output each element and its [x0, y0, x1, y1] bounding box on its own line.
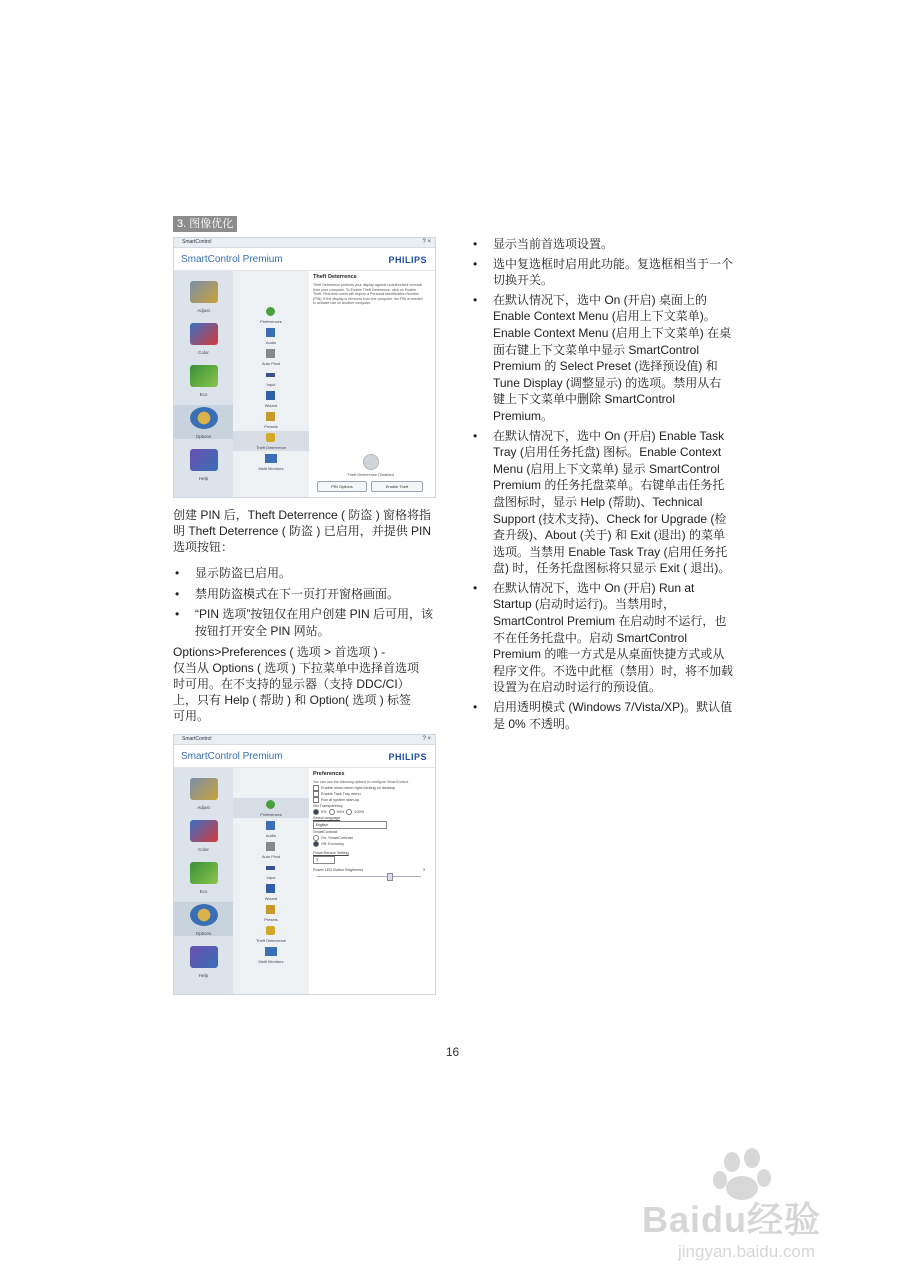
window-titlebar: [174, 735, 435, 745]
panel-description: You can use the following options to configure SmartControl.: [313, 780, 410, 784]
gear-icon: [190, 407, 218, 429]
subitem-auto-pivot[interactable]: Auto Pivot: [233, 347, 309, 367]
subitem-wizard[interactable]: Wizard: [233, 389, 309, 409]
smartcontrol-window-preferences: [173, 734, 436, 995]
pivot-icon: [266, 349, 275, 358]
checkbox-icon[interactable]: [313, 797, 319, 803]
eco-icon: [190, 365, 218, 387]
monitors-icon: [265, 947, 277, 956]
sidebar-item-eco[interactable]: Eco: [180, 363, 227, 397]
radio-icon[interactable]: [329, 809, 335, 815]
powersensor-label: PowerSensor Setting: [313, 850, 349, 855]
list-item: • 在默认情况下，选中 On (开启) 桌面上的 Enable Context Menu (启用上下文菜单)。Enable Context Menu (启用上下文菜单) 在桌面右键上下文菜单中显示 SmartControl Premium 的 Select Preset (选择预设值) 和 Tune Display (调整显示) 的选项。禁用从右键上下文菜单中删除 SmartControl Premium。: [471, 292, 733, 425]
preferences-text: 仅当从 Options ( 选项 ) 下拉菜单中选择首选项时可用。在不支持的显示器（支持 DDC/CI）上，只有 Help ( 帮助 ) 和 Option( 选项 ) 标签可用。: [173, 661, 420, 723]
sidebar-item-color[interactable]: Color: [180, 321, 227, 355]
help-icon: [190, 449, 218, 471]
subitem-input[interactable]: Input: [233, 861, 309, 881]
subitem-presets[interactable]: Presets: [233, 903, 309, 923]
sidebar: [174, 271, 233, 497]
led-brightness-slider[interactable]: [313, 873, 425, 879]
subitem-multi-monitors[interactable]: Multi Monitors: [233, 452, 309, 472]
radio-icon[interactable]: [313, 835, 319, 841]
sidebar-item-options[interactable]: Options: [174, 902, 233, 936]
list-item: • 选中复选框时启用此功能。复选框相当于一个切换开关。: [471, 256, 733, 289]
panel-title: Theft Deterrence: [313, 274, 357, 280]
sidebar-item-color[interactable]: Color: [180, 818, 227, 852]
list-item: • 启用透明模式 (Windows 7/Vista/XP)。默认值是 0% 不透明。: [471, 699, 733, 732]
lock-icon: [266, 926, 275, 935]
powersensor-select[interactable]: 3: [313, 856, 335, 864]
sidebar-item-adjust[interactable]: Adjust: [180, 776, 227, 810]
presets-icon: [266, 905, 275, 914]
presets-icon: [266, 412, 275, 421]
audio-icon: [266, 328, 275, 337]
list-item: • 禁用防盗模式在下一页打开窗格画面。: [173, 586, 435, 603]
transparency-label: Set Transparency: [313, 803, 343, 808]
help-icon: [190, 946, 218, 968]
pin-options-button[interactable]: PIN Options: [317, 481, 367, 492]
preferences-icon: [266, 307, 275, 316]
audio-icon: [266, 821, 275, 830]
content-panel: [313, 768, 433, 994]
subitem-input[interactable]: Input: [233, 368, 309, 388]
subitem-multi-monitors[interactable]: Multi Monitors: [233, 945, 309, 965]
subitem-theft-deterrence[interactable]: Theft Deterrence: [233, 924, 309, 944]
enable-theft-button[interactable]: Enable Theft: [371, 481, 423, 492]
wizard-icon: [266, 884, 275, 893]
smartcontrast-on[interactable]: On: SmartContrast: [313, 835, 433, 841]
sidebar-item-options[interactable]: Options: [174, 405, 233, 439]
smartcontrast-off[interactable]: Off: Economy: [313, 841, 433, 847]
radio-icon[interactable]: [346, 809, 352, 815]
led-brightness-label: Power LED Button Brightness: [313, 867, 364, 872]
sidebar: [174, 768, 233, 994]
app-name: SmartControl Premium: [181, 254, 283, 265]
list-item: • 在默认情况下，选中 On (开启) Enable Task Tray (启用任务托盘) 图标。Enable Context Menu (启用上下文菜单) 显示 SmartControl Premium 的任务托盘菜单。右键单击任务托盘图标时，显示 Help (帮助)、Technical Support (技术支持)、Check for Upgrade (检查升级)、About (关于) 和 Exit (退出) 的菜单选项。当禁用 Enable Task Tray (启用任务托盘) 时，任务托盘图标将只显示 Exit ( 退出)。: [471, 428, 733, 577]
window-title: SmartControl: [182, 736, 212, 742]
sidebar-item-help[interactable]: Help: [180, 447, 227, 481]
panel-description: Theft Deterrence protects your display against unauthorized removal from your computer. To Enable Theft Deterrence, click on Enable Theft. First-time users will require a Personal Identification Number (PIN). If the display is removed from the computer, the PIN is needed to activate use on another computer.: [313, 283, 423, 306]
submenu: [233, 768, 309, 994]
pivot-icon: [266, 842, 275, 851]
submenu: [233, 271, 309, 497]
wizard-icon: [266, 391, 275, 400]
slider-handle[interactable]: [387, 873, 393, 881]
app-header: [174, 248, 435, 271]
gear-icon: [190, 904, 218, 926]
philips-logo: PHILIPS: [388, 255, 427, 265]
list-item: • “PIN 选项”按钮仅在用户创建 PIN 后可用，该按钮打开安全 PIN 网站。: [173, 606, 435, 639]
subitem-preferences[interactable]: Preferences: [233, 305, 309, 325]
app-name: SmartControl Premium: [181, 751, 283, 762]
smartcontrol-window-theft: [173, 237, 436, 498]
adjust-icon: [190, 778, 218, 800]
sidebar-item-help[interactable]: Help: [180, 944, 227, 978]
watermark-url: jingyan.baidu.com: [678, 1242, 816, 1261]
subitem-wizard[interactable]: Wizard: [233, 882, 309, 902]
window-controls[interactable]: ? ×: [422, 736, 431, 742]
watermark-brand: Baidu经验: [642, 1199, 822, 1240]
left-bullet-list: [173, 565, 435, 639]
app-header: [174, 745, 435, 768]
preferences-heading: Options>Preferences ( 选项 > 首选项 ) -: [173, 645, 386, 659]
paragraph-preferences: [173, 644, 435, 724]
theft-status-text: Theft Deterrence Disabled: [347, 472, 394, 477]
monitors-icon: [265, 454, 277, 463]
input-icon: [266, 373, 275, 377]
page-number: 16: [445, 1045, 460, 1059]
transparency-options: 0% 50% 100%: [313, 809, 433, 815]
philips-logo: PHILIPS: [388, 752, 427, 762]
lock-status-icon: [363, 454, 379, 470]
subitem-auto-pivot[interactable]: Auto Pivot: [233, 840, 309, 860]
option-run-startup[interactable]: Run at system start-up: [313, 797, 433, 803]
subitem-audio[interactable]: Audio: [233, 819, 309, 839]
color-icon: [190, 323, 218, 345]
language-select[interactable]: English: [313, 821, 387, 829]
option-context-menu[interactable]: Enable menu when right-clicking on desktop: [313, 785, 433, 791]
adjust-icon: [190, 281, 218, 303]
radio-icon[interactable]: [313, 809, 319, 815]
subitem-presets[interactable]: Presets: [233, 410, 309, 430]
list-item: • 显示防盗已启用。: [173, 565, 435, 582]
list-item: • 显示当前首选项设置。: [471, 236, 733, 253]
smartcontrast-label: SmartContrast: [313, 829, 338, 834]
radio-icon[interactable]: [313, 841, 319, 847]
window-title: SmartControl: [182, 239, 212, 245]
window-controls[interactable]: ? ×: [422, 239, 431, 245]
language-label: Select language: [313, 815, 341, 820]
subitem-audio[interactable]: Audio: [233, 326, 309, 346]
lock-icon: [266, 433, 275, 442]
right-bullet-list: [471, 236, 733, 732]
window-titlebar: [174, 238, 435, 248]
panel-title: Preferences: [313, 771, 345, 777]
section-tag: 3. 图像优化: [173, 216, 237, 232]
list-item: • 在默认情况下，选中 On (开启) Run at Startup (启动时运行)。当禁用时，SmartControl Premium 在启动时不运行，也不在任务托盘中。启动 SmartControl Premium 的唯一方式是从桌面快捷方式或从程序文件。不选中此框（禁用）时，将不加载设置为在启动时运行的预设值。: [471, 580, 733, 696]
subitem-theft-deterrence[interactable]: Theft Deterrence: [233, 431, 309, 451]
baidu-watermark: [640, 1148, 880, 1268]
eco-icon: [190, 862, 218, 884]
preferences-icon: [266, 800, 275, 809]
option-task-tray[interactable]: Enable Task Tray menu: [313, 791, 433, 797]
subitem-preferences[interactable]: Preferences: [233, 798, 309, 818]
sidebar-item-adjust[interactable]: Adjust: [180, 279, 227, 313]
input-icon: [266, 866, 275, 870]
led-brightness-value: 3: [422, 867, 425, 872]
content-panel: [313, 271, 433, 497]
paragraph-pin: 创建 PIN 后，Theft Deterrence ( 防盗 ) 窗格将指明 Theft Deterrence ( 防盗 ) 已启用，并提供 PIN 选项按钮：: [173, 508, 432, 554]
sidebar-item-eco[interactable]: Eco: [180, 860, 227, 894]
color-icon: [190, 820, 218, 842]
